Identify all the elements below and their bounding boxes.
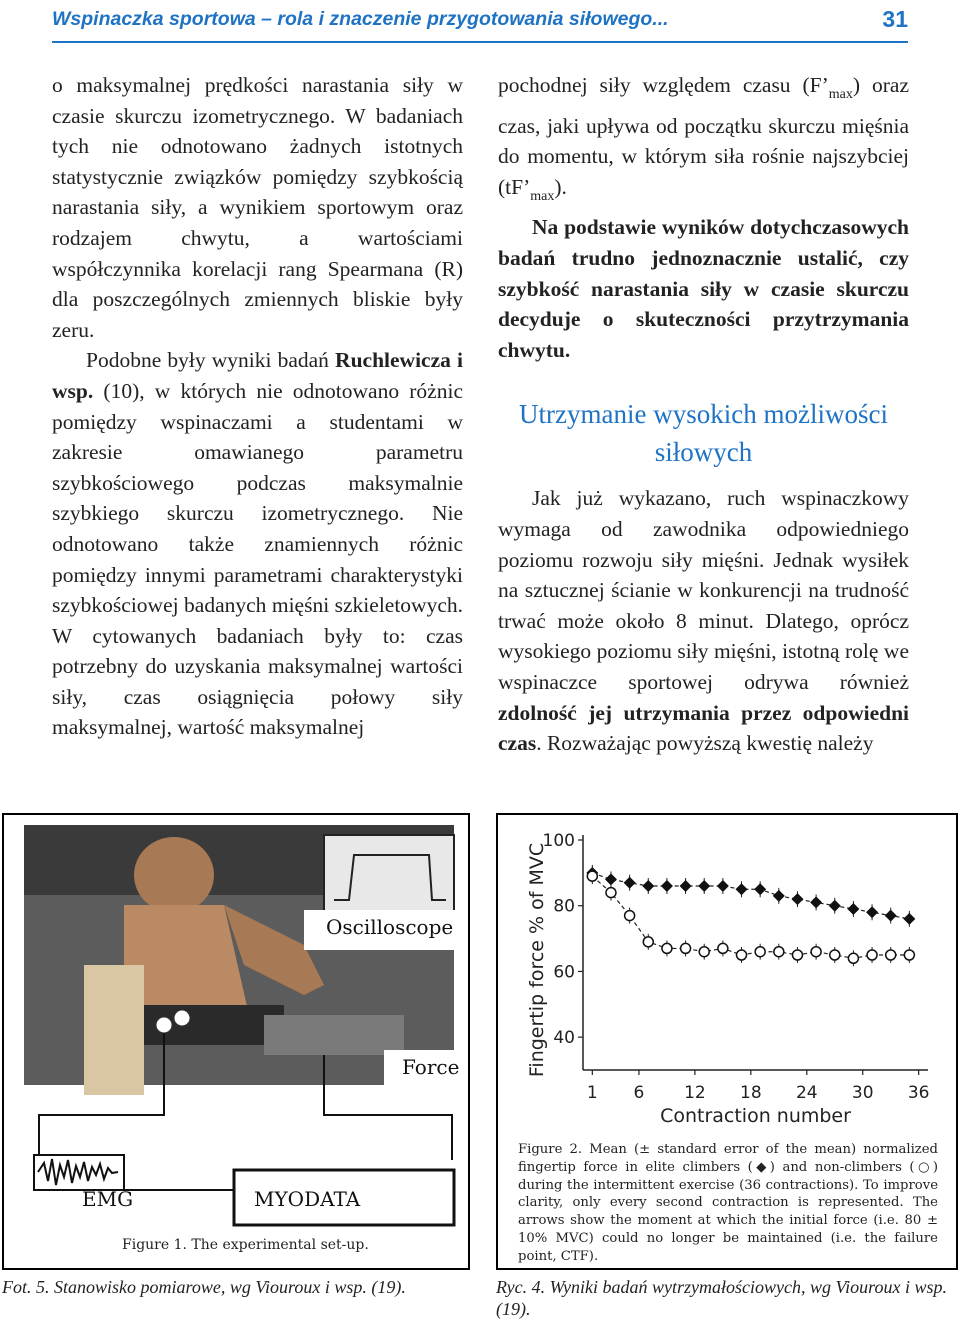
y-tick-label: 80	[553, 896, 575, 917]
right-column	[498, 70, 909, 759]
series-line-elite-climbers	[592, 873, 909, 919]
y-axis-label: Fingertip force % of MVC	[526, 842, 548, 1078]
emg-electrode	[174, 1010, 190, 1026]
x-tick-label: 24	[795, 1083, 818, 1103]
emg-label: EMG	[82, 1187, 134, 1211]
data-point-non-climber	[848, 953, 858, 963]
paragraph-text: Jak już wykazano, ruch wspinaczkowy wymaga od zawodnika odpowiedniego poziomu rozwoju siły mięśni. Jednak wysiłek na sztucznej ścianie w konkurencji na trudność trwać może około 8 minut. Dlatego, oprócz wysokiego poziomu siły mięśni, istotną rolę we wspinaczce sportowej odrywa również	[498, 486, 909, 694]
data-point-elite	[624, 877, 636, 889]
series-line-non-climbers	[592, 876, 909, 958]
data-point-non-climber	[625, 911, 635, 921]
page-header	[52, 6, 908, 42]
data-point-elite	[642, 880, 654, 892]
data-point-non-climber	[755, 947, 765, 957]
right-paragraph-2-bold: Na podstawie wyników dotychczasowych badań trudno jednoznacznie ustalić, czy szybkość narastania siły w czasie skurczu decyduje o skuteczności przytrzymania chwytu.	[498, 215, 909, 362]
setup-photo-illustration	[4, 815, 468, 1268]
data-point-non-climber	[792, 950, 802, 960]
figure-2-caption: Figure 2. Mean (± standard error of the mean) normalized fingertip force in elite climbers (◆) and non-climbers (○) during the intermittent exercise (36 contractions). To improve clarity, only every second contraction is represented. The arrows show the moment at which the initial force (i.e. 80 ± 10% MVC) could no longer be maintained (i.e. the failure point, CTF).	[518, 1142, 938, 1264]
data-point-non-climber	[643, 937, 653, 947]
data-point-non-climber	[587, 871, 597, 881]
data-point-non-climber	[662, 943, 672, 953]
x-tick-label: 12	[684, 1083, 706, 1103]
data-point-non-climber	[718, 943, 728, 953]
oscilloscope-screen	[324, 835, 454, 915]
running-title: Wspinaczka sportowa – rola i znaczenie przygotowania siłowego...	[52, 8, 669, 30]
subscript: max	[828, 87, 853, 102]
data-point-elite	[885, 910, 897, 922]
y-tick-label: 100	[542, 831, 575, 851]
data-point-non-climber	[904, 950, 914, 960]
left-column	[52, 70, 463, 743]
data-point-non-climber	[699, 947, 709, 957]
paragraph-text: Podobne były wyniki badań	[86, 348, 336, 373]
figure-fingertip-force-chart	[496, 813, 958, 1270]
y-tick-label: 60	[553, 962, 575, 983]
x-tick-label: 1	[586, 1083, 598, 1103]
x-tick-label: 18	[740, 1083, 762, 1103]
page-number: 31	[882, 6, 908, 32]
right-paragraph-1	[498, 70, 909, 212]
x-tick-label: 36	[907, 1083, 930, 1103]
data-point-elite	[903, 913, 915, 925]
wooden-support	[84, 965, 144, 1095]
figure-caption: Ryc. 4. Wyniki badań wytrzymałościowych, wg Viouroux i wsp. (19).	[496, 1277, 947, 1319]
data-point-non-climber	[774, 947, 784, 957]
figure-experimental-setup	[2, 813, 470, 1270]
author-citation: Ruchlewicza i wsp.	[52, 348, 463, 403]
left-paragraph-1: o maksymalnej prędkości narastania siły w czasie skurczu izometrycznego. W badaniach tych nie odnotowano żadnych istotnych statystycznie związków pomiędzy szybkością narastania siły, a wynikiem sportowym oraz rodzajem chwytu, a wartościami współczynnika korelacji rang Spearmana (R) dla poszczególnych zmiennych bliskie były zeru.	[52, 73, 463, 342]
data-point-elite	[847, 903, 859, 915]
force-label: Force	[402, 1055, 460, 1079]
force-sensor-rig	[264, 1015, 404, 1055]
data-point-elite	[866, 906, 878, 918]
right-paragraph-3	[498, 483, 909, 758]
section-heading: Utrzymanie wysokich możliwości siłowych	[519, 399, 888, 468]
left-paragraph-2	[52, 345, 463, 743]
y-tick-label: 40	[553, 1028, 575, 1049]
emg-electrode	[156, 1017, 172, 1033]
data-point-elite	[698, 880, 710, 892]
data-point-non-climber	[606, 888, 616, 898]
oscilloscope-label: Oscilloscope	[326, 915, 454, 939]
paragraph-text: pochodnej siły względem czasu (F’	[498, 73, 829, 97]
emphasis-text: zdolność jej utrzymania przez odpowiedni czas	[498, 700, 909, 756]
chart-series	[586, 865, 915, 966]
data-point-elite	[810, 896, 822, 908]
data-point-elite	[680, 880, 692, 892]
header-rule	[52, 41, 908, 43]
data-point-non-climber	[737, 950, 747, 960]
data-point-elite	[605, 873, 617, 885]
photo-caption: Fot. 5. Stanowisko pomiarowe, wg Viouroux i wsp. (19).	[2, 1277, 406, 1297]
data-point-non-climber	[867, 950, 877, 960]
x-tick-label: 30	[851, 1083, 874, 1103]
subscript: max	[530, 188, 555, 204]
x-tick-label: 6	[633, 1083, 645, 1103]
data-point-non-climber	[681, 943, 691, 953]
data-point-non-climber	[886, 950, 896, 960]
subject-head	[134, 837, 214, 913]
data-point-elite	[754, 883, 766, 895]
paragraph-text: . Rozważając powyższą kwestię należy	[536, 731, 874, 756]
data-point-elite	[829, 900, 841, 912]
data-point-elite	[791, 893, 803, 905]
data-point-elite	[773, 890, 785, 902]
data-point-elite	[661, 880, 673, 892]
paragraph-text: ).	[554, 174, 567, 199]
x-axis-label: Contraction number	[660, 1105, 851, 1127]
data-point-non-climber	[811, 947, 821, 957]
data-point-elite	[736, 883, 748, 895]
chart-axes	[526, 831, 929, 1127]
paragraph-text: (10), w których nie odnotowano różnic pomiędzy wspinaczami a studentami w zakresie omawianego parametru szybkościowego podczas maksymalnie szybkiego skurczu izometrycznego. Nie odnotowano także znamiennych różnic pomiędzy innymi parametrami charakterystyki szybkościowej badanych mięśni szkieletowych. W cytowanych badaniach były to: czas potrzebny do uzyskania maksymalnej wartości siły, czas osiągnięcia połowy siły maksymalnej, wartość maksymalnej	[52, 378, 463, 740]
data-point-non-climber	[830, 950, 840, 960]
figure-1-caption: Figure 1. The experimental set-up.	[122, 1237, 369, 1253]
paragraph-text: ) oraz czas, jaki upływa od początku skurczu mięśnia do momentu, w którym siła rośnie najszybciej (tF’	[498, 73, 910, 199]
data-point-elite	[717, 880, 729, 892]
myodata-label: MYODATA	[254, 1187, 361, 1211]
